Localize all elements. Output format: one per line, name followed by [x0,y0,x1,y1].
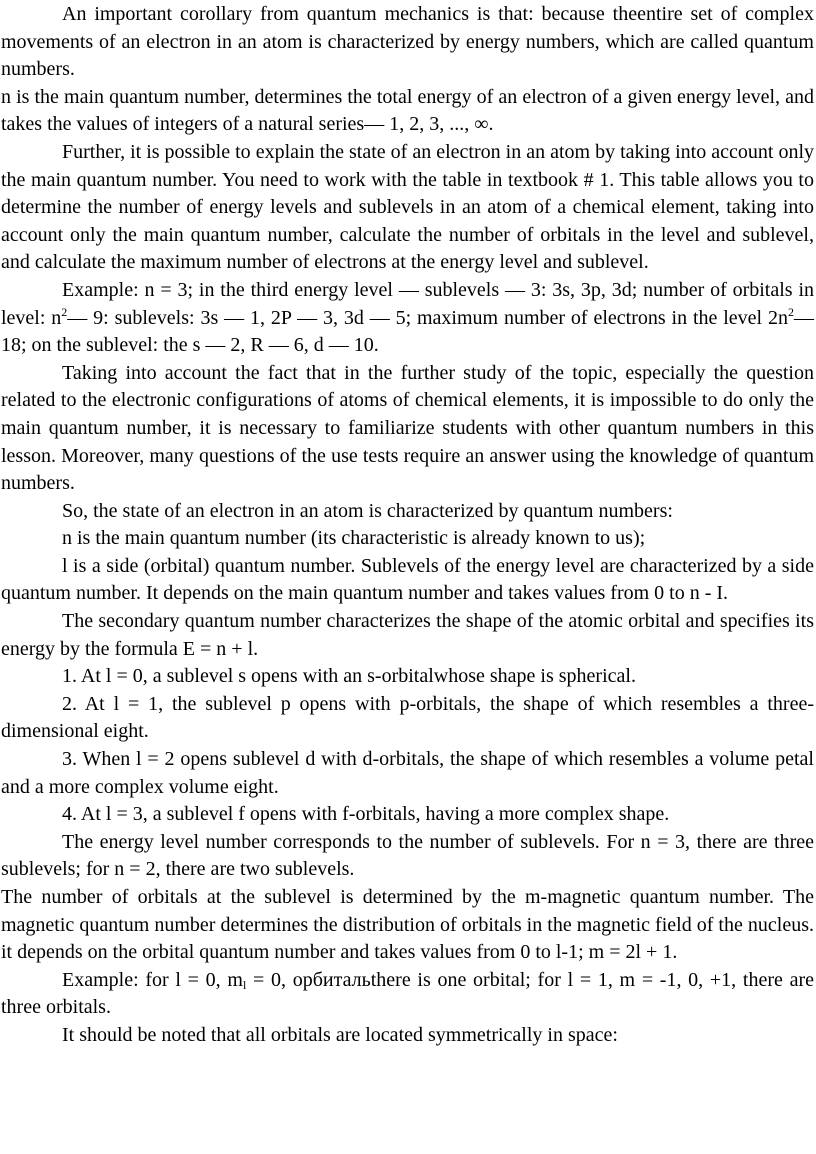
paragraph-example-l0 [1,967,814,1022]
list-item-3: 3. When l = 2 opens sublevel d with d-orbitals, the shape of which resembles a volume petal and a more complex volume eight. [1,748,814,798]
paragraph-n-main: n is the main quantum number (its characteristic is already known to us); [62,527,646,550]
paragraph-corollary: An important corollary from quantum mechanics is that: because theentire set of complex movements of an electron in an atom is characterized by energy numbers, which are called quantum numbers. [1,3,814,81]
document-page [0,1,816,1154]
paragraph-explain-state: Further, it is possible to explain the state of an electron in an atom by taking into account only the main quantum number. You need to work with the table in textbook # 1. This table allows you to determine the number of energy levels and sublevels in an atom of a chemical element, taking into account only the main quantum number, calculate the number of orbitals in the level and sublevel, and calculate the maximum number of electrons at the energy level and sublevel. [1,140,814,274]
paragraph-further-study: Taking into account the fact that in the further study of the topic, especially the question related to the electronic configurations of atoms of chemical elements, it is impossible to do only the main quantum number, it is necessary to familiarize students with other quantum numbers in this lesson. Moreover, many questions of the use tests require an answer using the knowledge of quantum numbers. [1,361,814,495]
example-n3-part-a: Example: n = 3; in the third energy level — sublevels — 3: 3s, 3p, 3d; number of orbitals in level: n [1,278,814,329]
paragraph-example-n3 [1,277,814,360]
superscript-2: 2 [788,304,794,319]
subscript-l: l [242,977,247,992]
paragraph-symmetric-orbitals: It should be noted that all orbitals are located symmetrically in space: [62,1023,618,1046]
paragraph-energy-level: The energy level number corresponds to the number of sublevels. For n = 3, there are three sublevels; for n = 2, there are two sublevels. [1,830,814,881]
paragraph-state-characterized: So, the state of an electron in an atom is characterized by quantum numbers: [62,499,673,522]
list-item-4: 4. At l = 3, a sublevel f opens with f-orbitals, having a more complex shape. [62,803,670,826]
example-n3-part-c: — 18; on the sublevel: the s — 2, R — 6, d — 10. [1,306,814,357]
paragraph-main-quantum-number: n is the main quantum number, determines the total energy of an electron of a given energy level, and takes the values of integers of a natural series— 1, 2, 3, ..., ∞. [1,85,814,136]
paragraph-l-side: l is a side (orbital) quantum number. Sublevels of the energy level are characterized by a side quantum number. It depends on the main quantum number and takes values from 0 to n - I. [1,554,814,605]
paragraph-magnetic-number: The number of orbitals at the sublevel is determined by the m-magnetic quantum number. The magnetic quantum number determines the distribution of orbitals in the magnetic field of the nucleus. it depends on the orbital quantum number and takes values from 0 to l-1; m = 2l + 1. [1,886,814,964]
list-item-1: 1. At l = 0, a sublevel s opens with an s-orbitalwhose shape is spherical. [62,665,636,688]
example-n3-part-b: — 9: sublevels: 3s — 1, 2P — 3, 3d — 5; maximum number of electrons in the level 2n [67,306,788,329]
paragraph-secondary-number: The secondary quantum number characterizes the shape of the atomic orbital and specifies its energy by the formula E = n + l. [1,610,814,660]
superscript-2: 2 [61,304,68,319]
example-l0-part-b: = 0, орбитальthere is one orbital; for l = 1, m = -1, 0, +1, there are three orbitals. [1,968,814,1019]
example-l0-part-a: Example: for l = 0, m [62,968,243,991]
list-item-2: 2. At l = 1, the sublevel p opens with p-orbitals, the shape of which resembles a three-dimensional eight. [1,692,814,743]
